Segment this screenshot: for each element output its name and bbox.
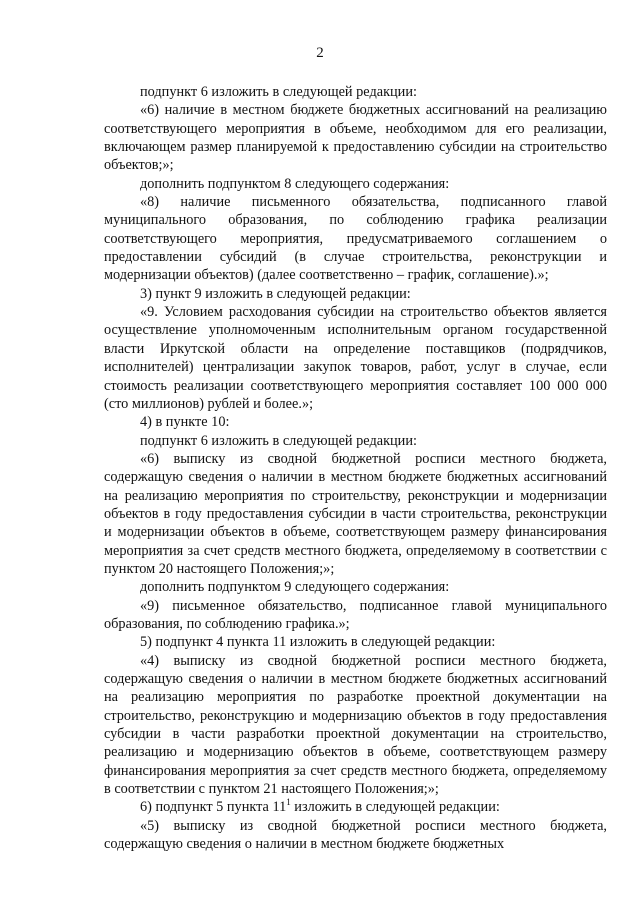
item6-text-before: 6) подпункт 5 пункта 11 [140,799,287,816]
page-number: 2 [316,45,324,61]
paragraph: «6) наличие в местном бюджете бюджетных ассигнований на реализацию соответствующего мероприятия в объеме, необходимом для его реализации, включающем размер планируемой к предоставлению субсидии на строительство объектов;»; [104,102,607,174]
item6-superscript: 1 [286,797,291,808]
paragraph: «6) выписку из сводной бюджетной росписи местного бюджета, содержащую сведения о наличии в местном бюджете бюджетных ассигнований на реализацию мероприятия по строительству, реконструкции и модернизации объектов в году предоставления субсидии в части строительства, реконструкции и модернизации объектов в объеме, соответствующем размеру финансирования мероприятия за счет средств местного бюджета, определяемому в соответствии с пунктом 20 настоящего Положения;»; [104,450,607,577]
paragraph: 3) пункт 9 изложить в следующей редакции: [140,285,411,302]
document-body [104,83,607,853]
paragraph: дополнить подпунктом 8 следующего содержания: [140,175,450,192]
paragraph-last: «5) выписку из сводной бюджетной росписи местного бюджета, содержащую сведения о наличии в местном бюджете бюджетных [104,817,607,853]
paragraph: 4) в пункте 10: [140,414,230,431]
paragraph: подпункт 6 изложить в следующей редакции: [140,432,417,449]
paragraph: «8) наличие письменного обязательства, подписанного главой муниципального образования, по соблюдению графика реализации соответствующего мероприятия, предусматриваемого соглашением о предоставлении субсидий (в случае строительства, реконструкции и модернизации объектов) (далее соответственно – график, соглашение).»; [104,194,607,284]
paragraph: дополнить подпунктом 9 следующего содержания: [140,579,450,596]
paragraph: «9. Условием расходования субсидии на строительство объектов является осуществление уполномоченным исполнительным органом государственной власти Иркутской области на определение поставщиков (подрядчиков, исполнителей) централизации закупок товаров, работ, услуг в случае, если стоимость реализации соответствующего мероприятия составляет 100 000 000 (сто миллионов) рублей и более.»; [104,304,607,412]
paragraph-item-6 [104,798,607,816]
paragraph: подпункт 6 изложить в следующей редакции: [140,84,417,100]
paragraph: «9) письменное обязательство, подписанное главой муниципального образования, по соблюдению графика.»; [104,597,607,632]
paragraph: 5) подпункт 4 пункта 11 изложить в следующей редакции: [140,634,496,651]
paragraph: «4) выписку из сводной бюджетной росписи местного бюджета, содержащую сведения о наличии в местном бюджете бюджетных ассигнований на реализацию мероприятия по разработке проектной документации на строительство, реконструкцию и модернизацию объектов в году предоставления субсидии в части разработки проектной документации на строительство, реализацию и модернизацию объектов в объеме, соответствующем размеру финансирования мероприятия за счет средств местного бюджета, определяемому в соответствии с пунктом 21 настоящего Положения;»; [104,652,607,798]
item6-text-after: изложить в следующей редакции: [290,799,500,816]
